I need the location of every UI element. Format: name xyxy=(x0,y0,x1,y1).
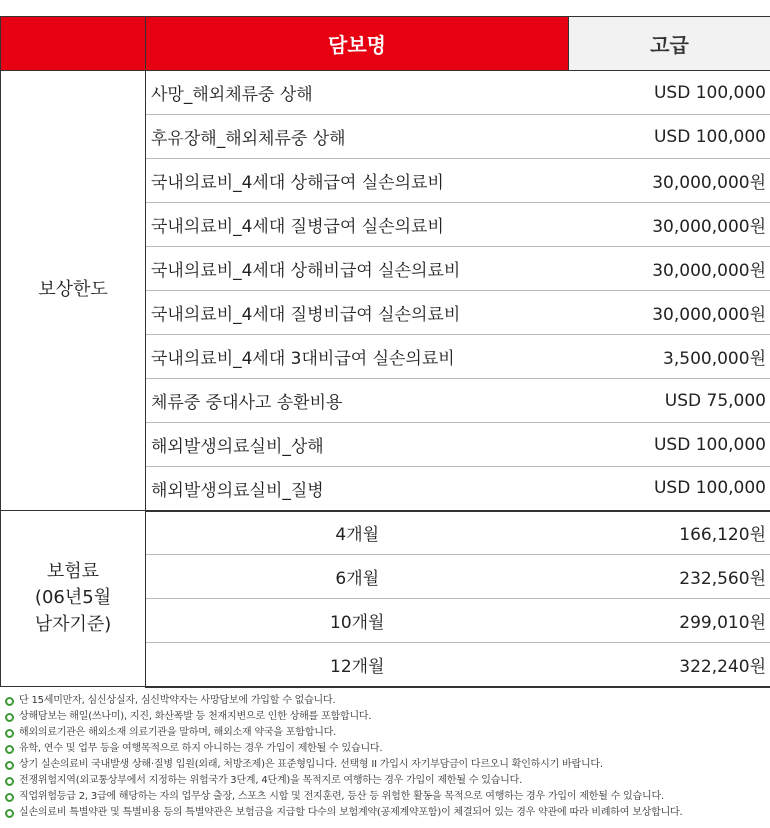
coverage-name: 사망_해외체류중 상해 xyxy=(146,71,569,115)
coverage-value: 3,500,000원 xyxy=(569,335,770,379)
coverage-value: USD 75,000 xyxy=(569,379,770,423)
note-text: 단 15세미만자, 심신상실자, 심신박약자는 사망담보에 가입할 수 없습니다. xyxy=(19,695,336,706)
coverage-value: USD 100,000 xyxy=(569,467,770,511)
note-text: 상해담보는 해일(쓰나미), 지진, 화산폭발 등 천재지변으로 인한 상해를 포함합니다. xyxy=(19,711,372,722)
header-blank-cell xyxy=(1,17,146,71)
notes-list xyxy=(5,693,767,821)
coverage-name: 국내의료비_4세대 상해비급여 실손의료비 xyxy=(146,247,569,291)
note-text: 실손의료비 특별약관 및 특별비용 등의 특별약관은 보험금을 지급할 다수의 보험계약(공제계약포함)이 체결되어 있는 경우 약관에 따라 비례하여 보상합니다. xyxy=(19,807,683,818)
note-item xyxy=(5,709,767,725)
coverage-value: 30,000,000원 xyxy=(569,291,770,335)
coverage-name: 체류중 중대사고 송환비용 xyxy=(146,379,569,423)
circle-outline-icon xyxy=(5,761,14,770)
note-text: 전쟁위험지역(외교통상부에서 지정하는 위험국가 3단계, 4단계)을 목적지로 여행하는 경우 가입이 제한될 수 있습니다. xyxy=(19,775,523,786)
coverage-value: 30,000,000원 xyxy=(569,247,770,291)
premium-period: 12개월 xyxy=(146,643,569,687)
coverage-name: 해외발생의료실비_상해 xyxy=(146,423,569,467)
coverage-name: 국내의료비_4세대 질병급여 실손의료비 xyxy=(146,203,569,247)
coverage-value: USD 100,000 xyxy=(569,423,770,467)
premium-period: 4개월 xyxy=(146,511,569,555)
circle-outline-icon xyxy=(5,697,14,706)
coverage-value: USD 100,000 xyxy=(569,115,770,159)
coverage-value: 30,000,000원 xyxy=(569,159,770,203)
coverage-table xyxy=(0,16,770,688)
premium-value: 299,010원 xyxy=(569,599,770,643)
coverage-name: 국내의료비_4세대 3대비급여 실손의료비 xyxy=(146,335,569,379)
header-grade: 고급 xyxy=(569,17,770,71)
premium-label-line2: (06년5월 xyxy=(34,587,112,609)
table-row xyxy=(1,71,770,115)
premium-period: 10개월 xyxy=(146,599,569,643)
note-text: 직업위험등급 2, 3급에 해당하는 자의 업무상 출장, 스포츠 시합 및 전지훈련, 등산 등 위험한 활동을 목적으로 여행하는 경우 가입이 제한될 수 있습니다. xyxy=(19,791,664,802)
coverage-name: 국내의료비_4세대 질병비급여 실손의료비 xyxy=(146,291,569,335)
coverage-value: USD 100,000 xyxy=(569,71,770,115)
note-item xyxy=(5,725,767,741)
coverage-name: 국내의료비_4세대 상해급여 실손의료비 xyxy=(146,159,569,203)
note-item xyxy=(5,805,767,821)
circle-outline-icon xyxy=(5,713,14,722)
circle-outline-icon xyxy=(5,777,14,786)
header-coverage: 담보명 xyxy=(146,17,569,71)
premium-label-line3: 남자기준) xyxy=(34,613,112,635)
note-item xyxy=(5,789,767,805)
premium-group-label xyxy=(1,511,146,687)
note-item xyxy=(5,757,767,773)
note-item xyxy=(5,773,767,789)
note-item xyxy=(5,741,767,757)
coverage-value: 30,000,000원 xyxy=(569,203,770,247)
circle-outline-icon xyxy=(5,729,14,738)
premium-label-line1: 보험료 xyxy=(46,561,100,583)
circle-outline-icon xyxy=(5,809,14,818)
note-item xyxy=(5,693,767,709)
table-header-row xyxy=(1,17,770,71)
coverage-name: 해외발생의료실비_질병 xyxy=(146,467,569,511)
note-text: 상기 실손의료비 국내발생 상해·질병 입원(외래, 처방조제)은 표준형입니다. 선택형 II 가입시 자기부담금이 다르오니 확인하시기 바랍니다. xyxy=(19,759,603,770)
premium-value: 232,560원 xyxy=(569,555,770,599)
premium-period: 6개월 xyxy=(146,555,569,599)
premium-value: 166,120원 xyxy=(569,511,770,555)
circle-outline-icon xyxy=(5,793,14,802)
limits-group-label: 보상한도 xyxy=(1,71,146,511)
coverage-name: 후유장해_해외체류중 상해 xyxy=(146,115,569,159)
table-row xyxy=(1,511,770,555)
note-text: 해외의료기관은 해외소재 의료기관을 말하며, 해외소재 약국을 포함합니다. xyxy=(19,727,337,738)
circle-outline-icon xyxy=(5,745,14,754)
note-text: 유학, 연수 및 업무 등을 여행목적으로 하지 아니하는 경우 가입이 제한될 수 있습니다. xyxy=(19,743,383,754)
premium-value: 322,240원 xyxy=(569,643,770,687)
